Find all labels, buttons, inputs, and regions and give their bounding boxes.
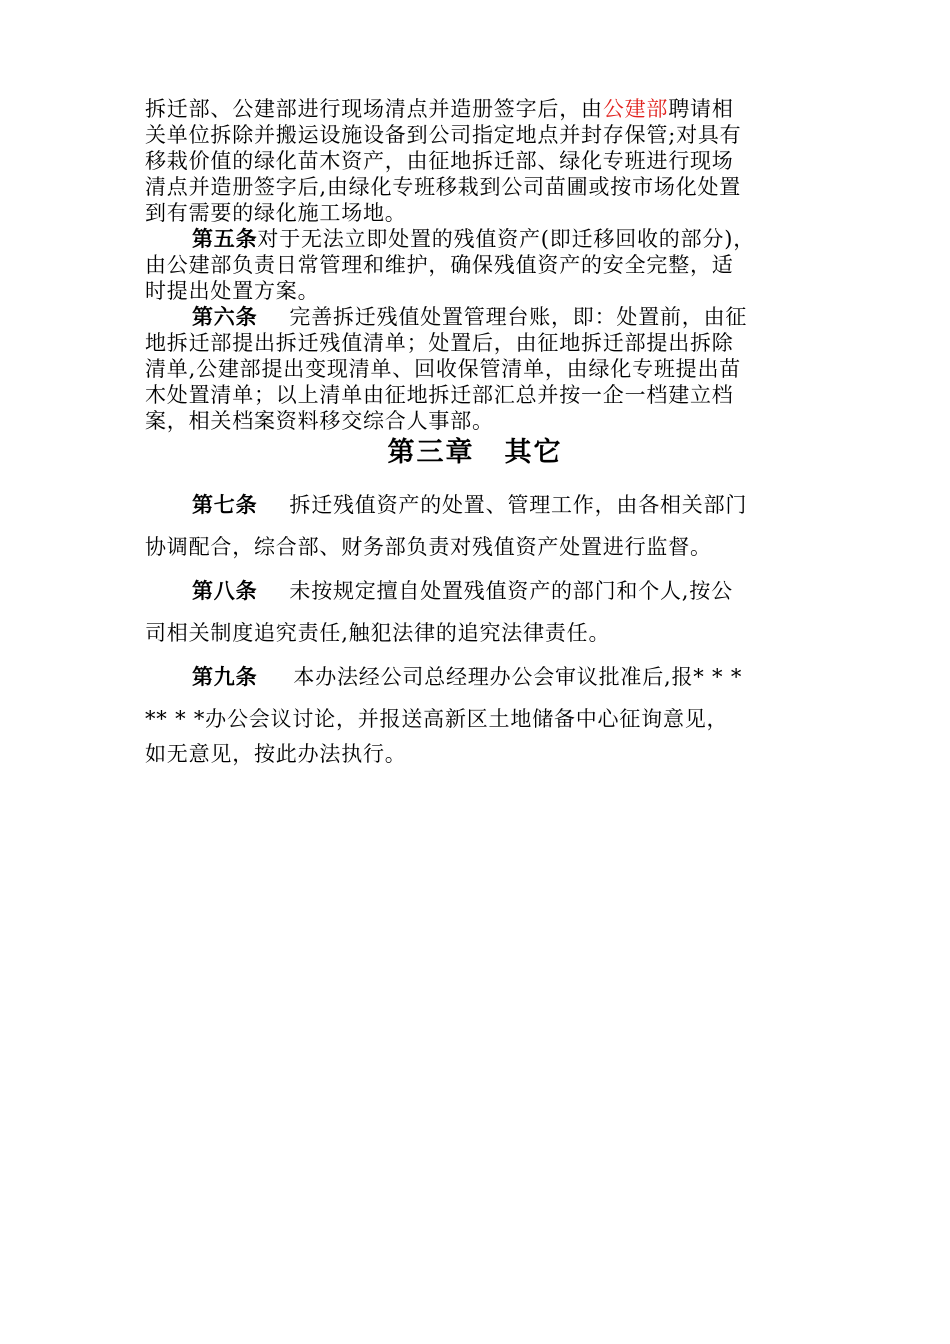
paragraph-line: 关单位拆除并搬运设施设备到公司指定地点并封存保管;对具有 — [145, 123, 742, 147]
paragraph-line — [145, 96, 810, 122]
paragraph-line: 到有需要的绿化施工场地。 — [145, 201, 407, 225]
article-6-line: 清单,公建部提出变现清单、回收保管清单，由绿化专班提出苗 — [145, 357, 742, 381]
chapter-heading — [0, 430, 950, 469]
article-9-line: 如无意见，按此办法执行。 — [145, 742, 407, 766]
article-6-line: 木处置清单；以上清单由征地拆迁部汇总并按一企一档建立档 — [145, 383, 734, 407]
article-9-line — [145, 655, 810, 698]
article-6-line — [145, 304, 810, 330]
paragraph-line: 清点并造册签字后,由绿化专班移栽到公司苗圃或按市场化处置 — [145, 175, 742, 199]
article-5-line: 由公建部负责日常管理和维护，确保残值资产的安全完整，适 — [145, 253, 734, 277]
text-run: 拆迁残值资产的处置、管理工作，由各相关部门 — [289, 493, 748, 517]
article-5-line — [145, 226, 810, 252]
chapter-title: 其它 — [504, 437, 563, 468]
text-run: 完善拆迁残值处置管理台账，即：处置前，由征 — [289, 305, 748, 329]
article-label: 第五条 — [192, 226, 258, 251]
body-text-upper — [145, 96, 810, 434]
article-6-line: 案，相关档案资料移交综合人事部。 — [145, 409, 494, 433]
article-label: 第八条 — [192, 578, 258, 603]
article-label: 第九条 — [192, 664, 258, 689]
text-run: 未按规定擅自处置残值资产的部门和个人,按公 — [289, 579, 733, 603]
text-run: 聘请相 — [668, 97, 734, 121]
paragraph-line: 移栽价值的绿化苗木资产，由征地拆迁部、绿化专班进行现场 — [145, 149, 734, 173]
article-9-line: ** * *办公会议讨论，并报送高新区土地储备中心征询意见， — [145, 707, 729, 731]
article-6-line: 地拆迁部提出拆迁残值清单；处置后，由征地拆迁部提出拆除 — [145, 331, 734, 355]
article-label: 第七条 — [192, 492, 258, 517]
text-run: 对于无法立即处置的残值资产(即迁移回收的部分)， — [257, 227, 755, 251]
article-8-line — [145, 569, 810, 612]
article-label: 第六条 — [192, 304, 258, 329]
article-7-line — [145, 483, 810, 526]
text-run: 本办法经公司总经理办公会审议批准后,报* * * — [293, 665, 743, 689]
article-5-line: 时提出处置方案。 — [145, 279, 320, 303]
highlighted-text: 公建部 — [602, 97, 669, 121]
chapter-number: 第三章 — [387, 437, 475, 468]
text-run: 拆迁部、公建部进行现场清点并造册签字后，由 — [145, 97, 603, 121]
body-text-lower — [145, 483, 810, 767]
article-8-line: 司相关制度追究责任,触犯法律的追究法律责任。 — [145, 621, 611, 645]
article-7-line: 协调配合，综合部、财务部负责对残值资产处置进行监督。 — [145, 535, 712, 559]
